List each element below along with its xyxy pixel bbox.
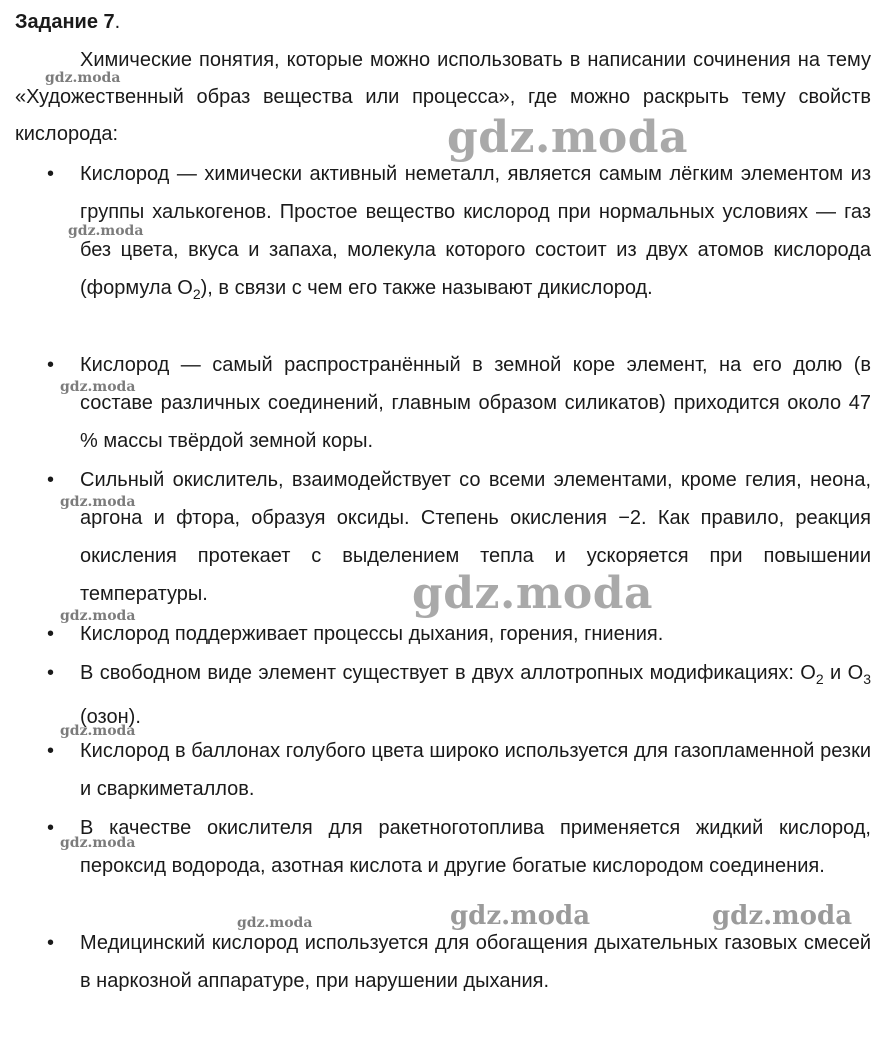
bullet-icon: • [47, 662, 55, 684]
list-item-text: Кислород в баллонах голубого цвета широко используется для газопламенной резки и сваркиметаллов. [80, 740, 871, 800]
list-item-text-end: (озон). [80, 706, 141, 728]
list-item [47, 732, 871, 808]
watermark: gdz.moda [450, 901, 591, 931]
watermark: gdz.moda [237, 915, 313, 931]
watermark: gdz.moda [60, 379, 136, 395]
task-heading-dot: . [114, 11, 121, 33]
bullet-icon: • [47, 623, 55, 645]
bullet-icon: • [47, 354, 55, 376]
bullet-icon: • [47, 163, 55, 185]
list-item-text: Кислород — химически активный неметалл, является самым лёгким элементом из группы халькогенов. Простое вещество кислород при нормальных условиях — газ без цвета, вкуса и запаха, молекула которого состоит из двух атомов кислорода (формула O [80, 163, 871, 299]
list-item [47, 809, 871, 885]
subscript: 2 [815, 671, 824, 687]
bullet-icon: • [47, 932, 55, 954]
watermark: gdz.moda [60, 835, 136, 851]
watermark: gdz.moda [60, 494, 136, 510]
watermark: gdz.moda [60, 723, 136, 739]
list-item-text: В свободном виде элемент существует в двух аллотропных модификациях: O [80, 662, 816, 684]
list-item-text: Сильный окислитель, взаимодействует со всеми элементами, кроме гелия, неона, аргона и фтора, образуя оксиды. Степень окисления −2. Как правило, реакция окисления протекает с выделением тепла и ускоряется при повышении температуры. [80, 469, 871, 605]
list-item-text: Медицинский кислород используется для обогащения дыхательных газовых смесей в наркозной аппаратуре, при нарушении дыхания. [80, 932, 871, 992]
list-item-text-end: ), в связи с чем его также называют дикислород. [200, 277, 653, 299]
list-item-text: Кислород поддерживает процессы дыхания, горения, гниения. [80, 623, 664, 645]
intro-paragraph: Химические понятия, которые можно использовать в написании сочинения на тему «Художественный образ вещества или процесса», где можно раскрыть тему свойств кислорода: [15, 49, 871, 145]
task-heading [15, 8, 120, 36]
watermark: gdz.moda [712, 901, 853, 931]
subscript: 2 [192, 286, 201, 302]
task-label: Задание 7 [15, 11, 115, 33]
bullet-icon: • [47, 817, 55, 839]
list-item-text-mid: и O [823, 662, 864, 684]
list-item [47, 924, 871, 1000]
subscript: 3 [863, 671, 871, 687]
list-item-text: Кислород — самый распространённый в земной коре элемент, на его долю (в составе различных соединений, главным образом силикатов) приходится около 47 % массы твёрдой земной коры. [80, 354, 871, 452]
list-item [47, 461, 871, 613]
list-item [47, 346, 871, 460]
bullet-icon: • [47, 469, 55, 491]
watermark: gdz.moda [68, 223, 144, 239]
watermark: gdz.moda [412, 568, 654, 619]
list-item [47, 155, 871, 313]
watermark: gdz.moda [60, 608, 136, 624]
list-item-text: В качестве окислителя для ракетноготоплива применяется жидкий кислород, пероксид водорода, азотная кислота и другие богатые кислородом соединения. [80, 817, 871, 877]
bullet-icon: • [47, 740, 55, 762]
watermark: gdz.moda [45, 70, 121, 86]
list-item [47, 654, 871, 736]
watermark: gdz.moda [447, 112, 689, 163]
